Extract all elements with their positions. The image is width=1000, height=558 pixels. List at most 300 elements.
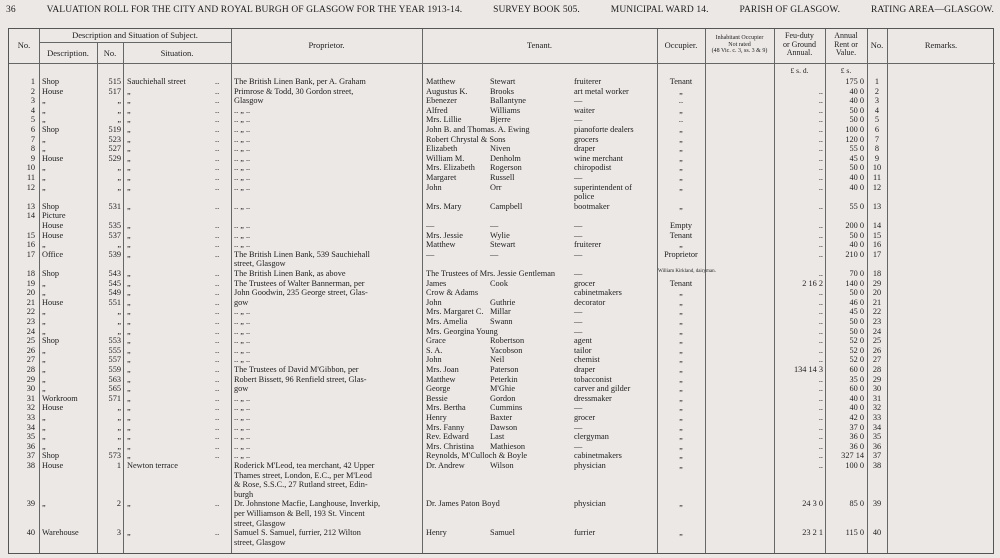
- cell-tocc: —: [574, 230, 583, 240]
- cell-tf: S. A.: [426, 345, 443, 355]
- cell-feu: ..: [818, 413, 823, 422]
- cell-num: „: [117, 115, 121, 125]
- feu-header-line3: Annual.: [786, 48, 813, 57]
- cell-dots: ..: [215, 240, 220, 250]
- cell-no: 11: [27, 173, 35, 182]
- cell-ts: —: [490, 249, 499, 259]
- table-row: [9, 211, 995, 221]
- table-row: [9, 365, 995, 375]
- cell-no: 19: [26, 278, 35, 288]
- cell-sit: „: [127, 240, 131, 250]
- cell-no: 39: [26, 499, 35, 509]
- cell-num: „: [117, 182, 121, 192]
- cell-num: 539: [108, 249, 121, 259]
- cell-sit: „: [127, 355, 131, 365]
- cell-desc: „: [42, 441, 46, 451]
- cell-no: 20: [26, 288, 35, 298]
- cell-rent: 60 0: [849, 365, 864, 374]
- cell-prop: .. „ ..: [234, 393, 251, 403]
- cell-no: 24: [26, 326, 35, 336]
- cell-rent: 50 0: [849, 288, 864, 298]
- cell-num: 515: [108, 77, 121, 86]
- cell-tocc: chemist: [574, 355, 600, 365]
- cell-desc: Shop: [42, 201, 60, 211]
- cell-occ: „: [679, 345, 683, 355]
- cell-prop: Thames street, London, E.C., per M'Leod: [234, 470, 372, 480]
- cell-no: 27: [26, 355, 35, 365]
- cell-tocc: waiter: [574, 105, 595, 115]
- cell-feu: ..: [818, 461, 823, 470]
- table-row: [9, 538, 995, 548]
- cell-rent: 35 0: [849, 374, 864, 384]
- cell-no: 9: [30, 153, 35, 163]
- cell-ts: Denholm: [490, 153, 521, 163]
- cell-no: 12: [26, 182, 35, 192]
- cell-occ: „: [679, 163, 683, 173]
- cell-ts: Swann: [490, 317, 513, 326]
- cell-prop: Glasgow: [234, 96, 264, 106]
- cell-feu: ..: [818, 307, 823, 317]
- cell-desc: „: [42, 317, 46, 326]
- cell-feu: ..: [818, 326, 823, 336]
- table-row: [9, 490, 995, 500]
- cell-tocc: pianoforte dealers: [574, 125, 634, 134]
- cell-tf: John B. and Thomas. A. Ewing: [426, 125, 530, 134]
- cell-desc: House: [42, 153, 64, 163]
- cell-no: 37: [26, 451, 35, 461]
- col-inhabitant-header: [705, 35, 774, 55]
- cell-no: 33: [26, 413, 35, 422]
- cell-desc: Warehouse: [42, 528, 79, 538]
- cell-no2: 7: [874, 134, 880, 144]
- cell-no2: 1: [874, 77, 880, 86]
- cell-desc: „: [42, 288, 46, 298]
- cell-sit: „: [127, 393, 131, 403]
- col-description-group-header: Description and Situation of Subject.: [72, 30, 198, 40]
- cell-rent: 46 0: [849, 297, 864, 307]
- cell-sit: „: [127, 105, 131, 115]
- cell-desc: Office: [42, 249, 64, 259]
- cell-occ: „: [679, 441, 683, 451]
- cell-rent: 70 0: [849, 269, 864, 278]
- cell-ts: Wilson: [490, 461, 514, 470]
- cell-feu: ..: [818, 173, 823, 182]
- cell-occ: „: [679, 134, 683, 144]
- cell-tocc: —: [574, 317, 583, 326]
- cell-tocc: —: [574, 115, 583, 125]
- cell-occ: „: [679, 153, 683, 163]
- cell-prop: .. „ ..: [234, 201, 251, 211]
- cell-sit: „: [127, 249, 131, 259]
- cell-num: 517: [108, 86, 121, 96]
- cell-occ: Tenant: [669, 278, 693, 288]
- cell-feu: ..: [818, 374, 823, 384]
- cell-desc: „: [42, 307, 46, 317]
- cell-dots: ..: [215, 269, 220, 278]
- table-row: [9, 307, 995, 317]
- table-row: [9, 480, 995, 490]
- cell-ts: Dawson: [490, 422, 518, 432]
- table-row: [9, 106, 995, 116]
- table-row: [9, 442, 995, 452]
- table-row: [9, 259, 995, 269]
- cell-tocc: cabinetmakers: [574, 288, 622, 298]
- cell-no2: 36: [872, 441, 882, 451]
- cell-no2: 34: [872, 422, 882, 432]
- table-row: [9, 87, 995, 97]
- cell-desc: „: [42, 182, 46, 192]
- cell-no: 23: [26, 317, 35, 326]
- cell-no: 14: [26, 211, 35, 221]
- cell-rent: 60 0: [849, 384, 864, 394]
- cell-feu: ..: [818, 105, 823, 115]
- cell-ts: Orr: [490, 182, 502, 192]
- cell-no: 15: [26, 230, 35, 240]
- cell-num: 559: [108, 365, 121, 374]
- cell-sit: „: [127, 134, 131, 144]
- cell-tocc: furrier: [574, 528, 596, 538]
- col-occupier-header: Occupier.: [664, 40, 698, 50]
- ls-units: £ s.: [840, 66, 852, 75]
- cell-desc: „: [42, 326, 46, 336]
- cell-num: 527: [108, 144, 121, 154]
- cell-rent: 45 0: [849, 307, 864, 317]
- cell-occ: Empty: [669, 221, 693, 230]
- cell-dots: ..: [215, 115, 220, 125]
- cell-rent: 40 0: [849, 86, 864, 96]
- cell-num: „: [117, 240, 121, 250]
- valuation-table: [8, 28, 994, 554]
- table-row: [9, 413, 995, 423]
- cell-prop: .. „ ..: [234, 153, 251, 163]
- cell-tf: Matthew: [426, 240, 456, 250]
- cell-dots: ..: [215, 365, 220, 374]
- cell-sit: Newton terrace: [127, 461, 178, 470]
- cell-feu: ..: [818, 297, 823, 307]
- cell-feu: 23 2 1: [802, 528, 823, 538]
- cell-no2: 32: [872, 403, 882, 413]
- table-row: [9, 115, 995, 125]
- cell-dots: ..: [215, 125, 220, 134]
- cell-dots: ..: [215, 163, 220, 173]
- cell-no: 1: [30, 77, 35, 86]
- cell-dots: ..: [215, 134, 220, 144]
- cell-no2: 35: [872, 432, 882, 442]
- cell-prop: .. „ ..: [234, 422, 251, 432]
- cell-prop: .. „ ..: [234, 105, 251, 115]
- cell-occ: „: [679, 393, 683, 403]
- cell-desc: House: [42, 221, 64, 230]
- table-row: [9, 451, 995, 461]
- cell-sit: „: [127, 163, 131, 173]
- cell-dots: ..: [215, 96, 220, 106]
- cell-tf: Dr. James Paton Boyd: [426, 499, 500, 509]
- cell-feu: ..: [818, 432, 823, 442]
- cell-sit: „: [127, 221, 131, 230]
- cell-feu: ..: [818, 249, 823, 259]
- cell-feu: 24 3 0: [802, 499, 823, 509]
- cell-dots: ..: [215, 307, 220, 317]
- cell-dots: ..: [215, 153, 220, 163]
- col-situation-header: Situation.: [160, 48, 194, 58]
- cell-no2: 18: [872, 269, 882, 278]
- cell-tocc: fruiterer: [574, 240, 602, 250]
- cell-sit: „: [127, 269, 131, 278]
- cell-sit: „: [127, 96, 131, 106]
- cell-ts: Paterson: [490, 365, 519, 374]
- cell-prop: .. „ ..: [234, 336, 251, 346]
- cell-ts: Peterkin: [490, 374, 518, 384]
- cell-dots: ..: [215, 288, 220, 298]
- cell-ts: Niven: [490, 144, 511, 154]
- cell-desc: „: [42, 413, 46, 422]
- cell-no2: 33: [872, 413, 882, 422]
- cell-dots: ..: [215, 422, 220, 432]
- cell-ts: Stewart: [490, 240, 516, 250]
- cell-sit: „: [127, 413, 131, 422]
- municipal-ward: MUNICIPAL WARD 14.: [610, 5, 709, 15]
- table-row: [9, 509, 995, 519]
- cell-prop: The British Linen Bank, as above: [234, 269, 346, 278]
- cell-num: „: [117, 317, 121, 326]
- cell-ts: Wylie: [490, 230, 510, 240]
- cell-occ: „: [679, 201, 683, 211]
- cell-no2: 25: [872, 336, 882, 346]
- cell-no2: 30: [872, 384, 882, 394]
- feu-header-line2: or Ground: [782, 39, 817, 49]
- col-description-header: Description.: [47, 48, 89, 58]
- cell-sit: „: [127, 153, 131, 163]
- cell-no2: 28: [872, 365, 882, 374]
- cell-no: 34: [26, 422, 35, 432]
- cell-occ: „: [679, 307, 683, 317]
- cell-num: „: [117, 413, 121, 422]
- cell-tf: Robert Chrystal & Sons: [426, 134, 506, 144]
- cell-tocc: —: [574, 96, 583, 106]
- cell-tocc: superintendent of: [574, 182, 632, 192]
- cell-tf: Matthew: [426, 374, 456, 384]
- cell-occ: „: [679, 365, 683, 374]
- cell-num: „: [117, 441, 121, 451]
- cell-tf: Crow & Adams: [426, 288, 479, 298]
- cell-feu: ..: [818, 125, 823, 134]
- cell-prop: The British Linen Bank, 539 Sauchiehall: [234, 249, 370, 259]
- cell-rent: 40 0: [849, 393, 864, 403]
- cell-tf: Henry: [426, 528, 447, 538]
- cell-no: 22: [26, 307, 35, 317]
- cell-prop: .. „ ..: [234, 441, 251, 451]
- cell-occ: „: [679, 288, 683, 298]
- cell-feu: ..: [818, 182, 823, 192]
- cell-tf: Mrs. Jessie: [426, 230, 463, 240]
- cell-tocc: —: [574, 326, 583, 336]
- cell-prop: .. „ ..: [234, 240, 251, 250]
- cell-occ: „: [679, 403, 683, 413]
- cell-desc: House: [42, 297, 64, 307]
- cell-prop: .. „ ..: [234, 173, 251, 182]
- cell-feu: 134 14 3: [793, 365, 823, 374]
- cell-feu: ..: [818, 393, 823, 403]
- rating-area: RATING AREA—GLASGOW.: [870, 5, 994, 15]
- col-annual-rent-header: [825, 32, 867, 58]
- cell-dots: ..: [215, 105, 220, 115]
- table-row: [9, 423, 995, 433]
- cell-no2: 17: [872, 249, 882, 259]
- table-row: [9, 221, 995, 231]
- cell-tf: Alfred: [426, 105, 448, 115]
- cell-no2: 6: [874, 125, 880, 134]
- cell-no: 38: [26, 461, 35, 470]
- cell-feu: 2 16 2: [802, 278, 823, 288]
- cell-no2: 21: [872, 297, 882, 307]
- cell-dots: ..: [215, 144, 220, 154]
- cell-tf: John: [426, 297, 442, 307]
- cell-feu: ..: [818, 345, 823, 355]
- cell-num: „: [117, 105, 121, 115]
- cell-no: 35: [26, 432, 35, 442]
- col-proprietor-header: Proprietor.: [308, 40, 345, 50]
- cell-dots: ..: [215, 249, 220, 259]
- table-row: [9, 279, 995, 289]
- cell-rent: 50 0: [849, 230, 864, 240]
- table-row: [9, 192, 995, 202]
- cell-ts: M'Ghie: [490, 384, 516, 394]
- cell-prop: .. „ ..: [234, 230, 251, 240]
- cell-occ: Proprietor: [664, 249, 698, 259]
- cell-prop: .. „ ..: [234, 307, 251, 317]
- table-row: [9, 461, 995, 471]
- cell-tocc: art metal worker: [574, 86, 629, 96]
- cell-feu: ..: [818, 403, 823, 413]
- table-row: [9, 163, 995, 173]
- cell-num: „: [117, 163, 121, 173]
- cell-tf: John: [426, 182, 442, 192]
- cell-prop: .. „ ..: [234, 144, 251, 154]
- cell-ts: Mathieson: [490, 441, 526, 451]
- cell-tocc: physician: [574, 461, 606, 470]
- cell-no: 17: [26, 249, 35, 259]
- cell-occ: „: [679, 144, 683, 154]
- cell-prop: street, Glasgow: [234, 518, 286, 528]
- cell-tf: Grace: [426, 336, 446, 346]
- cell-tf: Mrs. Georgina Young: [426, 326, 498, 336]
- cell-no2: 4: [874, 105, 880, 115]
- cell-desc: „: [42, 144, 46, 154]
- cell-num: 537: [108, 230, 121, 240]
- cell-ts: Guthrie: [490, 297, 516, 307]
- cell-tf: —: [426, 221, 435, 230]
- cell-dots: ..: [215, 441, 220, 451]
- cell-desc: House: [42, 461, 64, 470]
- cell-no: 3: [30, 96, 35, 106]
- cell-rent: 40 0: [849, 173, 864, 182]
- cell-no: 26: [26, 345, 35, 355]
- cell-ts: Russell: [490, 173, 515, 182]
- cell-tf: Mrs. Bertha: [426, 403, 466, 413]
- inhabitant-header-line1: Inhabitant Occupier: [715, 35, 764, 41]
- cell-tocc: —: [574, 249, 583, 259]
- cell-tf: Mrs. Christina: [426, 441, 474, 451]
- cell-feu: ..: [818, 134, 823, 144]
- cell-rent: 36 0: [849, 432, 864, 442]
- cell-sit: „: [127, 182, 131, 192]
- table-row: [9, 202, 995, 212]
- cell-desc: „: [42, 365, 46, 374]
- cell-ts: Ballantyne: [490, 96, 526, 106]
- inhabitant-header-line2: Not rated: [728, 41, 751, 48]
- roll-title: VALUATION ROLL FOR THE CITY AND ROYAL BURGH OF GLASGOW FOR THE YEAR 1913-14.: [46, 5, 463, 15]
- cell-desc: Shop: [42, 125, 60, 134]
- cell-no2: 16: [872, 240, 882, 250]
- cell-tocc: clergyman: [574, 432, 609, 442]
- cell-desc: „: [42, 240, 46, 250]
- cell-tf: Mrs. Joan: [426, 365, 459, 374]
- cell-sit: „: [127, 528, 131, 538]
- cell-rent: 40 0: [849, 403, 864, 413]
- cell-tocc: police: [574, 192, 595, 202]
- cell-occ: „: [679, 384, 683, 394]
- col-tenant-header: Tenant.: [526, 40, 553, 50]
- cell-prop: Robert Bissett, 96 Renfield street, Glas-: [234, 374, 367, 384]
- cell-prop: Primrose & Todd, 30 Gordon street,: [234, 86, 354, 96]
- cell-tf: Margaret: [426, 173, 457, 182]
- cell-desc: Shop: [42, 269, 60, 278]
- cell-no2: 29: [872, 278, 882, 288]
- cell-tocc: tailor: [574, 345, 592, 355]
- cell-rent: 50 0: [849, 317, 864, 326]
- cell-rent: 50 0: [849, 163, 864, 173]
- cell-desc: „: [42, 374, 46, 384]
- table-row: [9, 240, 995, 250]
- cell-no2: 3: [874, 96, 880, 106]
- cell-ts: Stewart: [490, 77, 516, 86]
- cell-no2: 20: [872, 288, 882, 298]
- cell-num: „: [117, 307, 121, 317]
- cell-occ: „: [679, 422, 683, 432]
- cell-num: 531: [108, 201, 121, 211]
- table-row: [9, 384, 995, 394]
- table-row: [9, 394, 995, 404]
- cell-tocc: wine merchant: [574, 153, 624, 163]
- cell-no: 7: [30, 134, 35, 144]
- cell-no: 28: [26, 365, 35, 374]
- cell-desc: Shop: [42, 451, 60, 461]
- cell-rent: 40 0: [849, 96, 864, 106]
- cell-sit: „: [127, 384, 131, 394]
- cell-num: „: [117, 403, 121, 413]
- cell-tf: Mrs. Fanny: [426, 422, 465, 432]
- cell-sit: „: [127, 297, 131, 307]
- table-row: [9, 336, 995, 346]
- cell-occ: „: [679, 317, 683, 326]
- col-no-right-header: No.: [870, 40, 884, 50]
- cell-rent: 200 0: [845, 221, 864, 230]
- cell-occ: „: [679, 182, 683, 192]
- cell-desc: „: [42, 355, 46, 365]
- cell-feu: ..: [818, 96, 823, 106]
- cell-feu: ..: [818, 230, 823, 240]
- cell-rent: 42 0: [849, 413, 864, 422]
- cell-num: 523: [108, 134, 121, 144]
- cell-tocc: grocer: [574, 413, 596, 422]
- cell-tocc: draper: [574, 144, 596, 154]
- cell-dots: ..: [215, 278, 220, 288]
- cell-dots: ..: [215, 297, 220, 307]
- cell-feu: ..: [818, 269, 823, 278]
- cell-num: 519: [108, 125, 121, 134]
- cell-sit: Sauchiehall street: [127, 77, 186, 86]
- cell-num: 553: [108, 336, 121, 346]
